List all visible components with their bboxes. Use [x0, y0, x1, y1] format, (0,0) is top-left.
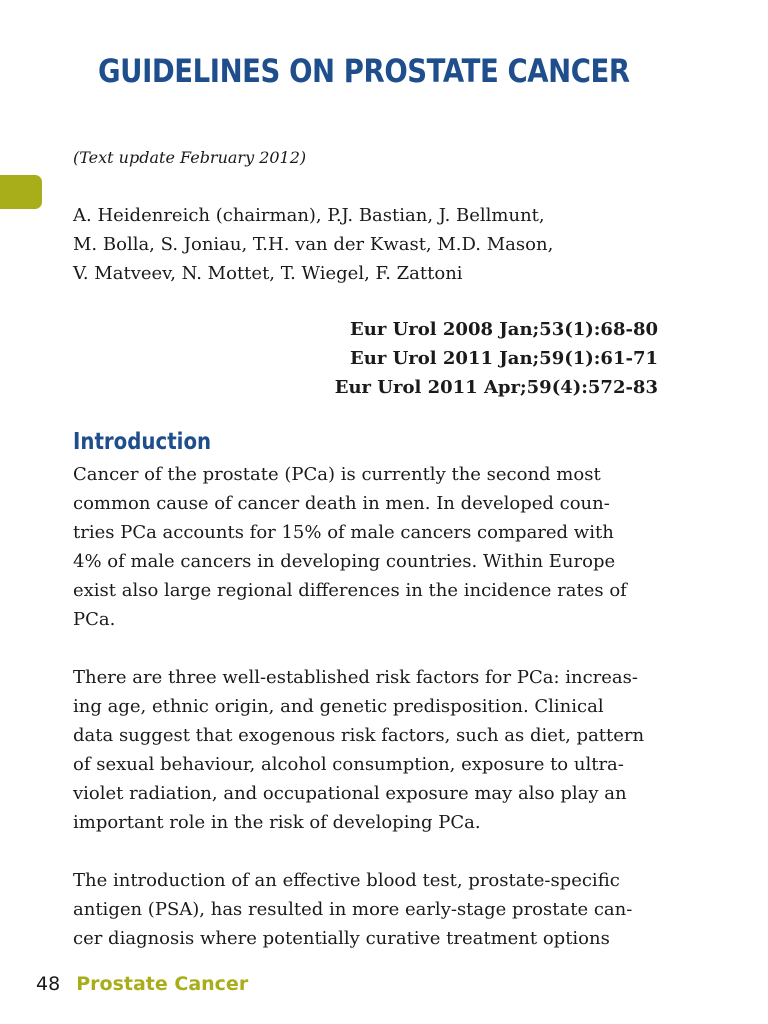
- author-line: A. Heidenreich (chairman), P.J. Bastian, J. Bellmunt,: [73, 205, 545, 226]
- text-update-note: (Text update February 2012): [73, 148, 307, 167]
- text-line: Cancer of the prostate (PCa) is currently the second most: [73, 464, 601, 485]
- text-line: The introduction of an effective blood test, prostate-specific: [73, 870, 620, 891]
- author-list: [73, 201, 553, 288]
- page-footer: [36, 970, 248, 998]
- text-line: data suggest that exogenous risk factors, such as diet, pattern: [73, 725, 645, 746]
- section-heading-introduction: Introduction: [73, 429, 212, 455]
- journal-reference: Eur Urol 2011 Apr;59(4):572-83: [334, 377, 658, 398]
- chapter-tab-marker: [0, 175, 42, 209]
- journal-references: [335, 315, 658, 402]
- introduction-body: [73, 460, 663, 982]
- text-line: common cause of cancer death in men. In developed coun-: [73, 493, 610, 514]
- running-title: Prostate Cancer: [76, 973, 249, 995]
- text-line: ing age, ethnic origin, and genetic predisposition. Clinical: [73, 696, 604, 717]
- body-paragraph: [73, 866, 663, 953]
- page-number: 48: [36, 973, 61, 995]
- journal-reference: Eur Urol 2011 Jan;59(1):61-71: [350, 348, 658, 369]
- text-line: 4% of male cancers in developing countries. Within Europe: [73, 551, 616, 572]
- text-line: cer diagnosis where potentially curative treatment options: [73, 928, 610, 949]
- body-paragraph: [73, 460, 663, 634]
- text-line: violet radiation, and occupational exposure may also play an: [73, 783, 627, 804]
- page-title: GUIDELINES ON PROSTATE CANCER: [98, 52, 630, 90]
- body-paragraph: [73, 663, 663, 837]
- author-line: M. Bolla, S. Joniau, T.H. van der Kwast, M.D. Mason,: [73, 234, 554, 255]
- text-line: important role in the risk of developing PCa.: [73, 812, 481, 833]
- author-line: V. Matveev, N. Mottet, T. Wiegel, F. Zattoni: [73, 263, 463, 284]
- text-line: PCa.: [73, 609, 116, 630]
- text-line: There are three well-established risk factors for PCa: increas-: [73, 667, 638, 688]
- journal-reference: Eur Urol 2008 Jan;53(1):68-80: [350, 319, 658, 340]
- text-line: of sexual behaviour, alcohol consumption, exposure to ultra-: [73, 754, 624, 775]
- text-line: tries PCa accounts for 15% of male cancers compared with: [73, 522, 614, 543]
- text-line: exist also large regional differences in the incidence rates of: [73, 580, 627, 601]
- text-line: antigen (PSA), has resulted in more early-stage prostate can-: [73, 899, 633, 920]
